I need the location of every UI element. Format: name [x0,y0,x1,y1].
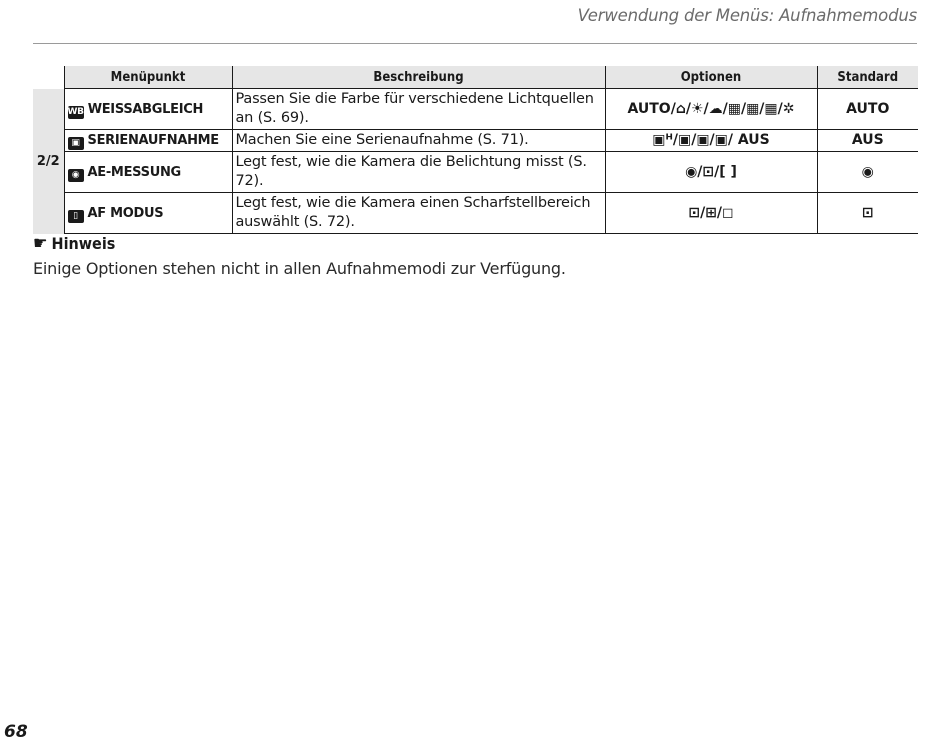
table-row [33,130,918,152]
options-cell: ⊡/⊞/◻ [605,193,817,234]
item-label: AE-MESSUNG [87,164,181,180]
item-label: WEISSABGLEICH [87,101,204,117]
header-blank-cell [33,66,64,89]
item-cell [64,130,232,152]
metering-icon: ◉ [68,169,84,182]
continuous-shooting-icon: ▣ [68,137,84,150]
description-cell: Legt fest, wie die Kamera die Belichtung misst (S. 72). [232,152,605,193]
pointing-hand-icon: ☛ [33,233,48,254]
item-cell [64,152,232,193]
table-row [33,193,918,234]
hint-title-text: Hinweis [51,234,116,253]
table-row [33,89,918,130]
standard-cell: ◉ [817,152,918,193]
item-label: SERIENAUFNAHME [87,133,219,148]
options-cell: ▣ᴴ/▣/▣/▣/ AUS [605,130,817,152]
column-header-standard: Standard [817,66,918,89]
menu-settings-table [33,66,918,234]
options-cell: ◉/⊡/[ ] [605,152,817,193]
column-header-description: Beschreibung [232,66,605,89]
hint-body: Einige Optionen stehen nicht in allen Aufnahmemodi zur Verfügung. [33,259,566,278]
item-label: AF MODUS [87,205,164,221]
page-number: 68 [4,722,28,742]
description-cell: Passen Sie die Farbe für verschiedene Lichtquellen an (S. 69). [232,89,605,130]
table-row [33,152,918,193]
white-balance-icon: WB [67,106,84,117]
page-header-title: Verwendung der Menüs: Aufnahmemodus [577,6,917,25]
item-cell [64,193,232,234]
item-cell [64,89,232,130]
column-header-options: Optionen [605,66,817,89]
description-cell: Machen Sie eine Serienaufnahme (S. 71). [232,130,605,152]
column-header-item: Menüpunkt [64,66,232,89]
table-header-row [33,66,918,89]
page-indicator: 2/2 [33,89,64,234]
header-divider [33,43,917,44]
hint-heading [33,233,115,254]
standard-cell: AUS [817,130,918,152]
standard-cell: AUTO [817,89,918,130]
description-cell: Legt fest, wie die Kamera einen Scharfstellbereich auswählt (S. 72). [232,193,605,234]
options-cell: AUTO/⌂/☀/☁/▦/▦/▦/✲ [605,89,817,130]
af-mode-icon: ▯ [68,210,84,223]
standard-cell: ⊡ [817,193,918,234]
